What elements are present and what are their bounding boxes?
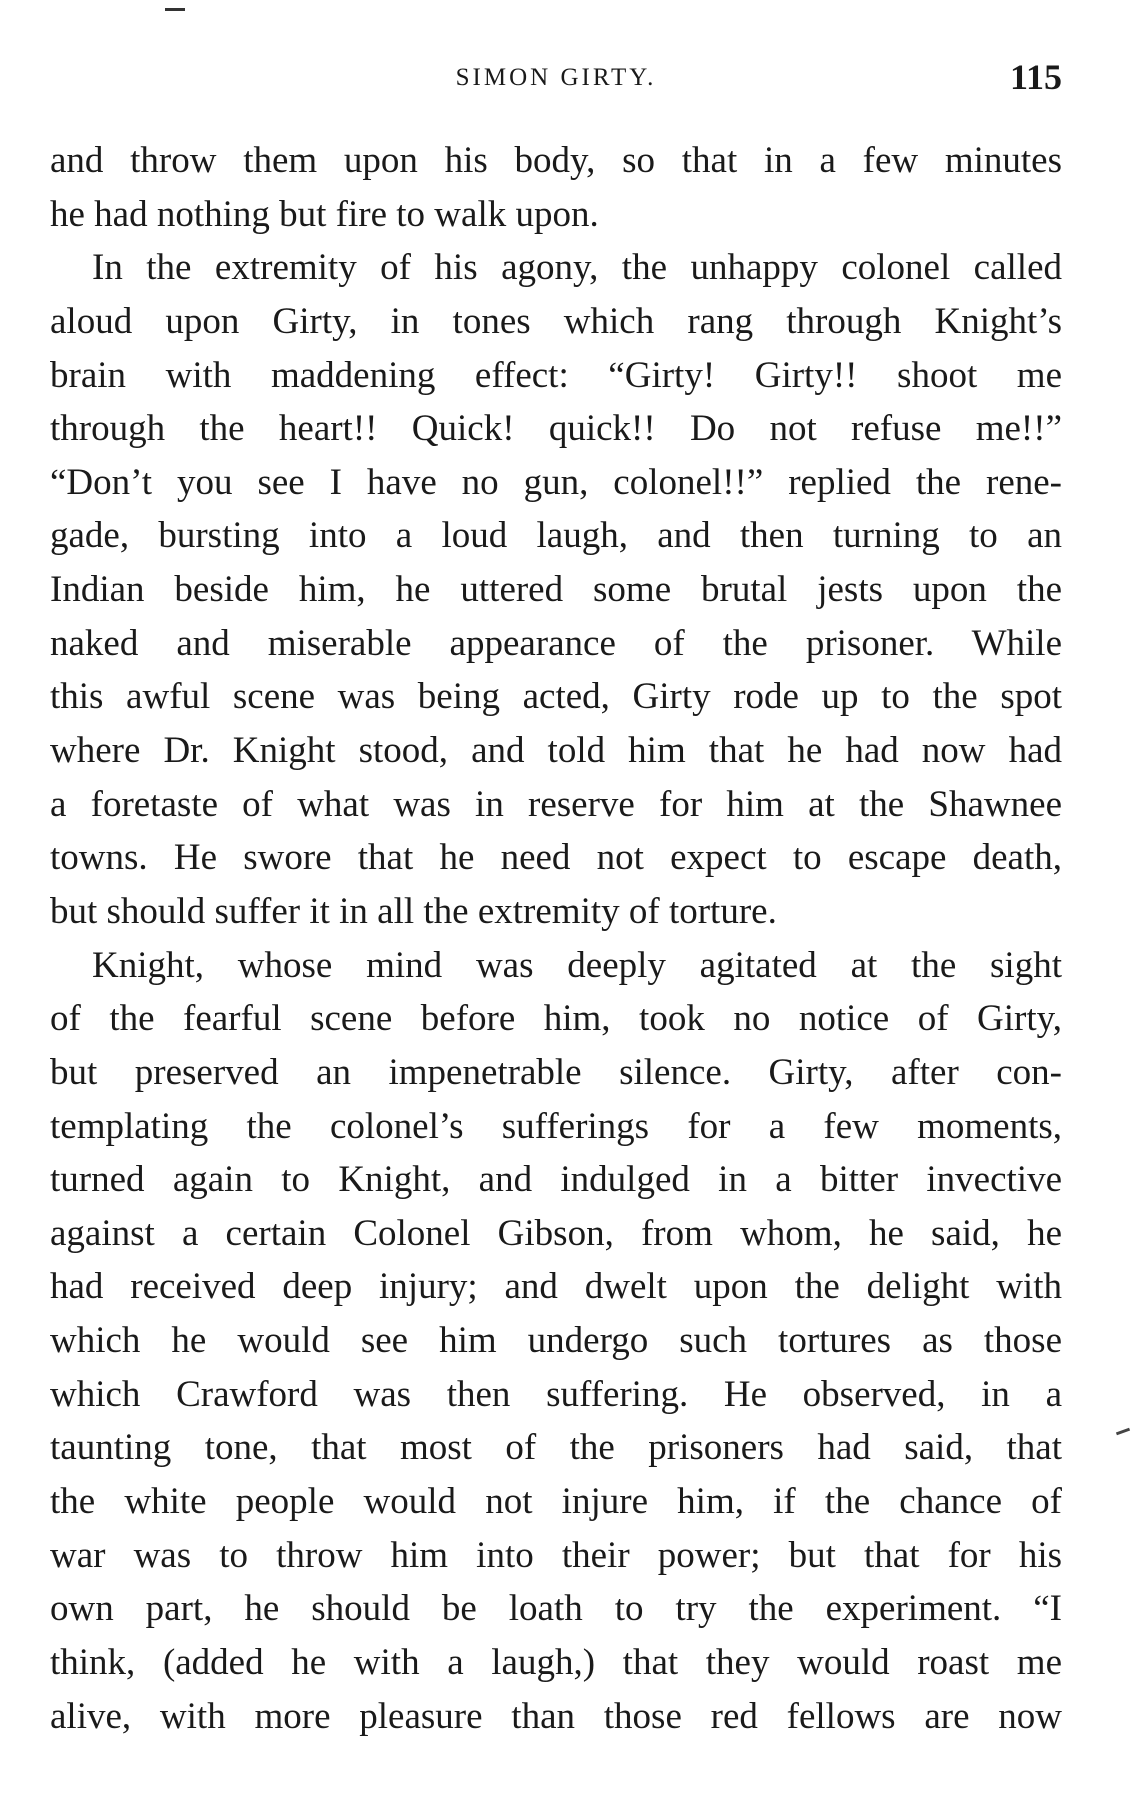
running-head [50,58,1062,98]
text-line: where Dr. Knight stood, and told him that he had now had [50,730,1062,772]
text-line: of the fearful scene before him, took no notice of Girty, [50,998,1062,1040]
text-line: think, (added he with a laugh,) that they would roast me [50,1641,1062,1683]
text-line: taunting tone, that most of the prisoners had said, that [50,1427,1062,1469]
text-line: which he would see him undergo such tortures as those [50,1320,1062,1362]
text-line: aloud upon Girty, in tones which rang through Knight’s [50,300,1062,342]
text-line: gade, bursting into a loud laugh, and then turning to an [50,515,1062,557]
text-line: and throw them upon his body, so that in a few minutes [50,140,1062,181]
text-line: a foretaste of what was in reserve for him at the Shawnee [50,783,1062,825]
text-line: In the extremity of his agony, the unhappy colonel called [92,247,1062,289]
text-line: against a certain Colonel Gibson, from whom, he said, he [50,1212,1062,1254]
text-line: alive, with more pleasure than those red fellows are now [50,1695,1062,1737]
text-line: war was to throw him into their power; but that for his [50,1534,1062,1576]
running-title: SIMON GIRTY. [455,64,657,91]
body-text [50,134,1062,1743]
text-line: this awful scene was being acted, Girty rode up to the spot [50,676,1062,718]
text-line: but preserved an impenetrable silence. Girty, after con- [50,1051,1062,1093]
text-line: templating the colonel’s sufferings for a few moments, [50,1105,1062,1147]
text-line: had received deep injury; and dwelt upon the delight with [50,1266,1062,1308]
text-line: the white people would not injure him, if the chance of [50,1481,1062,1523]
text-line: which Crawford was then suffering. He observed, in a [50,1373,1062,1415]
text-line: he had nothing but fire to walk upon. [50,193,599,235]
text-line: through the heart!! Quick! quick!! Do not refuse me!!” [50,408,1062,450]
margin-mark [1116,1428,1130,1436]
text-line: “Don’t you see I have no gun, colonel!!” replied the rene- [50,461,1062,503]
text-line: own part, he should be loath to try the experiment. “I [50,1588,1062,1630]
text-line: Knight, whose mind was deeply agitated at the sight [92,944,1062,986]
text-line: towns. He swore that he need not expect to escape death, [50,837,1062,879]
print-mark [165,8,185,11]
text-line: turned again to Knight, and indulged in a bitter invective [50,1159,1062,1201]
text-line: Indian beside him, he uttered some brutal jests upon the [50,569,1062,611]
text-line: naked and miserable appearance of the prisoner. While [50,622,1062,664]
text-line: but should suffer it in all the extremity of torture. [50,890,777,932]
page-number: 115 [1009,57,1062,97]
text-line: brain with maddening effect: “Girty! Girty!! shoot me [50,354,1062,396]
